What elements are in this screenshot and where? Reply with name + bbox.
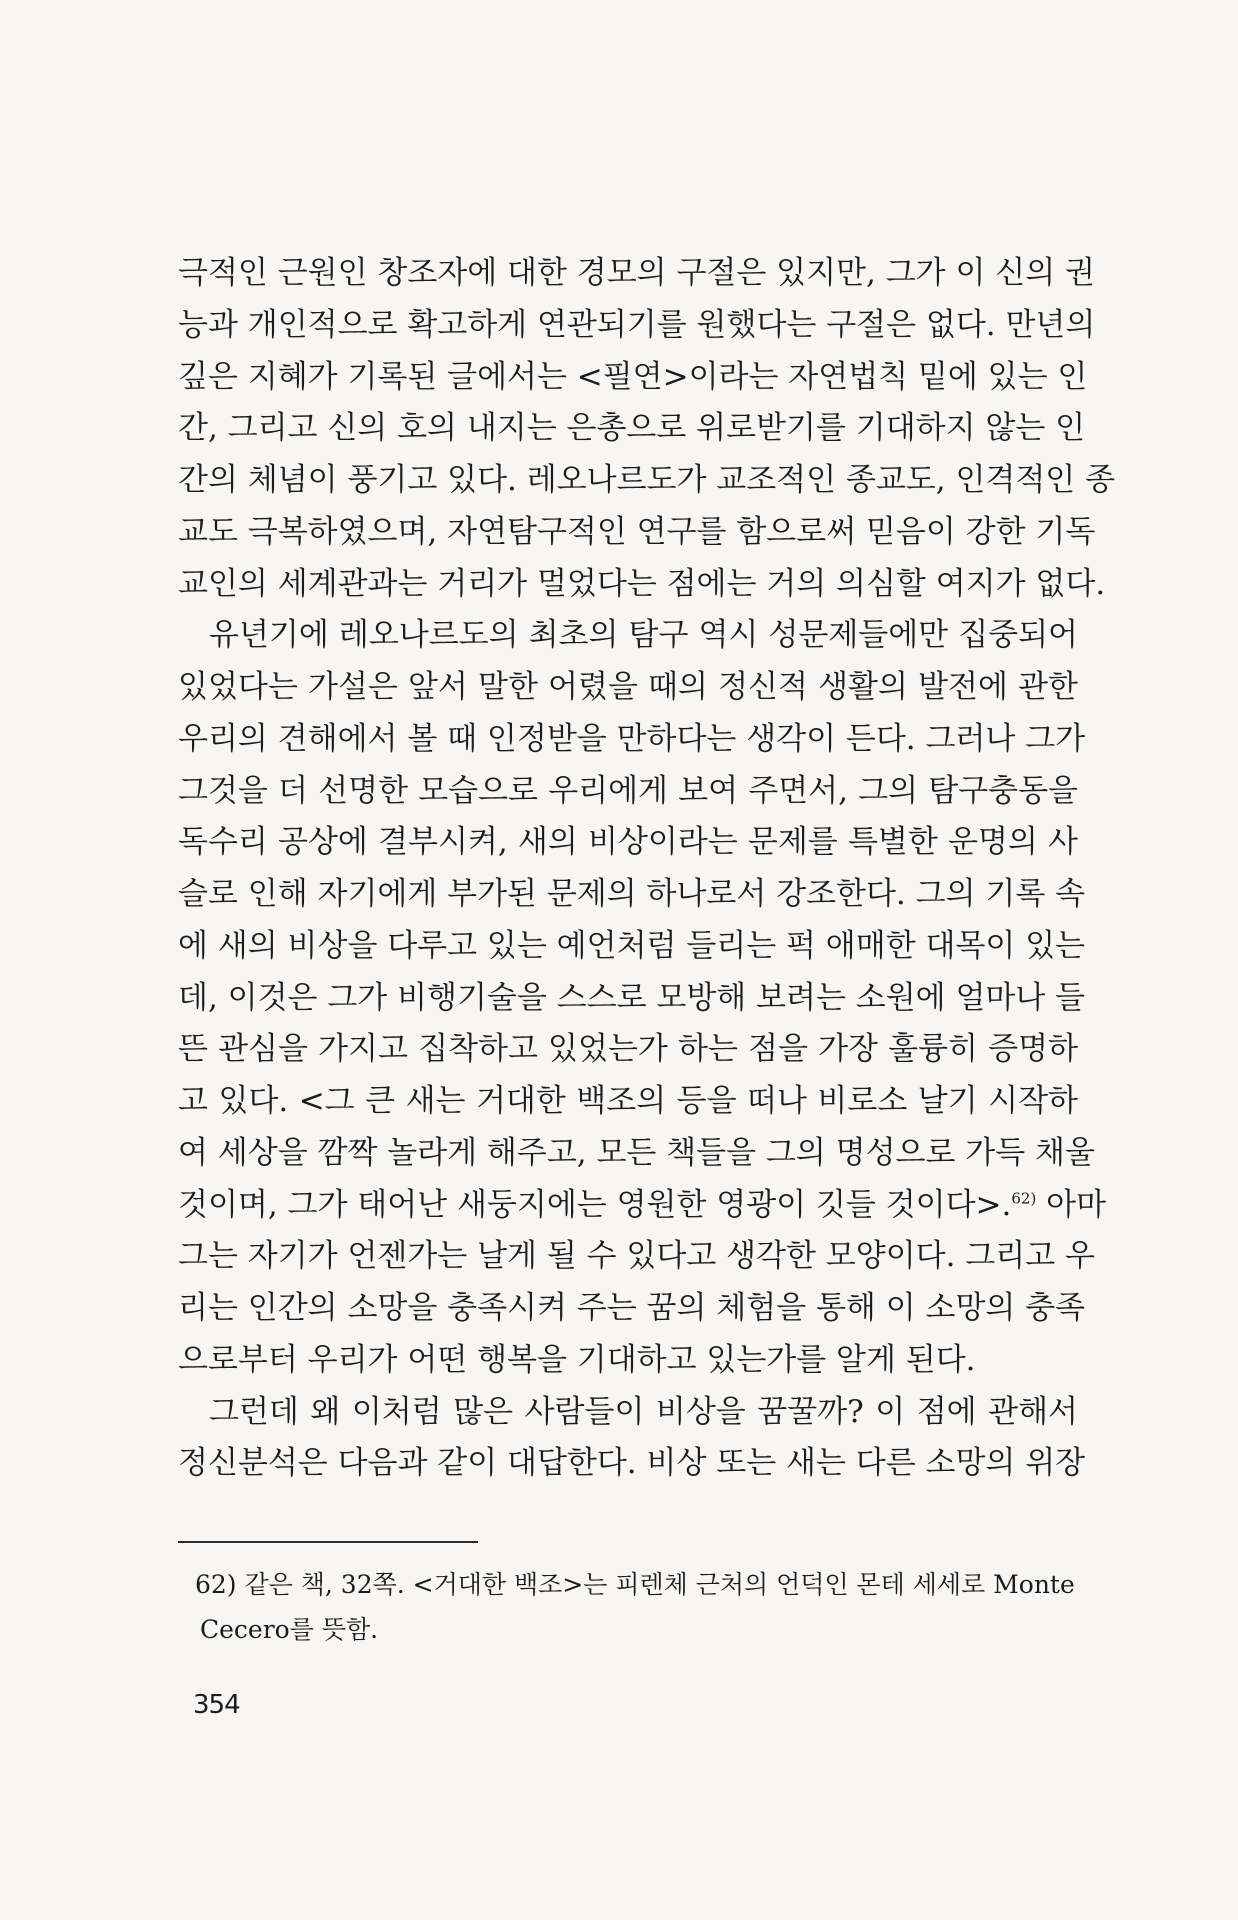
body-line: 뜬 관심을 가지고 집착하고 있었는가 하는 점을 가장 훌륭히 증명하 — [178, 1031, 1078, 1068]
footnote — [195, 1562, 1077, 1652]
footnote-divider — [178, 1541, 478, 1543]
body-line: 간의 체념이 풍기고 있다. 레오나르도가 교조적인 종교도, 인격적인 종 — [178, 462, 1116, 498]
footnote-line: Cecero를 뜻함. — [200, 1615, 379, 1644]
page-number: 354 — [193, 1690, 240, 1720]
body-line: 능과 개인적으로 확고하게 연관되기를 원했다는 구절은 없다. 만년의 — [178, 306, 1096, 343]
footnote-line: 62) 같은 책, 32쪽. <거대한 백조>는 피렌체 근처의 언덕인 몬테 세세로 Monte — [195, 1570, 1075, 1599]
body-text — [178, 248, 1116, 1490]
body-line: 그런데 왜 이처럼 많은 사람들이 비상을 꿈꿀까? 이 점에 관해서 — [209, 1393, 1078, 1430]
body-line: 있었다는 가설은 앞서 말한 어렸을 때의 정신적 생활의 발전에 관한 — [178, 669, 1078, 705]
body-line: 고 있다. <그 큰 새는 거대한 백조의 등을 떠나 비로소 날기 시작하 — [178, 1083, 1078, 1119]
body-line: 간, 그리고 신의 호의 내지는 은총으로 위로받기를 기대하지 않는 인 — [178, 410, 1086, 447]
body-line: 그는 자기가 언젠가는 날게 될 수 있다고 생각한 모양이다. 그리고 우 — [178, 1238, 1095, 1275]
body-line: 에 새의 비상을 다루고 있는 예언처럼 들리는 퍽 애매한 대목이 있는 — [178, 927, 1086, 964]
body-line-tail: 아마 — [1036, 1186, 1107, 1223]
body-line: 우리의 견해에서 볼 때 인정받을 만하다는 생각이 든다. 그러나 그가 — [178, 720, 1086, 757]
body-line: 데, 이것은 그가 비행기술을 스스로 모방해 보려는 소원에 얼마나 들 — [178, 979, 1086, 1016]
body-line: 그것을 더 선명한 모습으로 우리에게 보여 주면서, 그의 탐구충동을 — [178, 772, 1078, 809]
footnote-reference: 62) — [1011, 1189, 1037, 1208]
body-line-with-footnote-ref — [178, 1180, 1107, 1232]
body-line: 정신분석은 다음과 같이 대답한다. 비상 또는 새는 다른 소망의 위장 — [178, 1445, 1086, 1482]
body-line: 리는 인간의 소망을 충족시켜 주는 꿈의 체험을 통해 이 소망의 충족 — [178, 1290, 1086, 1326]
body-line: 교인의 세계관과는 거리가 멀었다는 점에는 거의 의심할 여지가 없다. — [178, 565, 1106, 602]
body-line: 독수리 공상에 결부시켜, 새의 비상이라는 문제를 특별한 운명의 사 — [178, 824, 1078, 861]
body-line-text: 것이며, 그가 태어난 새둥지에는 영원한 영광이 깃들 것이다>. — [178, 1186, 1012, 1223]
body-line: 유년기에 레오나르도의 최초의 탐구 역시 성문제들에만 집중되어 — [209, 617, 1078, 654]
body-line: 으로부터 우리가 어떤 행복을 기대하고 있는가를 알게 된다. — [178, 1341, 976, 1378]
body-line: 극적인 근원인 창조자에 대한 경모의 구절은 있지만, 그가 이 신의 권 — [178, 255, 1095, 291]
body-line: 깊은 지혜가 기록된 글에서는 <필연>이라는 자연법칙 밑에 있는 인 — [178, 358, 1088, 395]
body-line: 슬로 인해 자기에게 부가된 문제의 하나로서 강조한다. 그의 기록 속 — [178, 876, 1086, 912]
body-line: 여 세상을 깜짝 놀라게 해주고, 모든 책들을 그의 명성으로 가득 채울 — [178, 1134, 1095, 1171]
body-line: 교도 극복하였으며, 자연탐구적인 연구를 함으로써 믿음이 강한 기독 — [178, 513, 1096, 550]
